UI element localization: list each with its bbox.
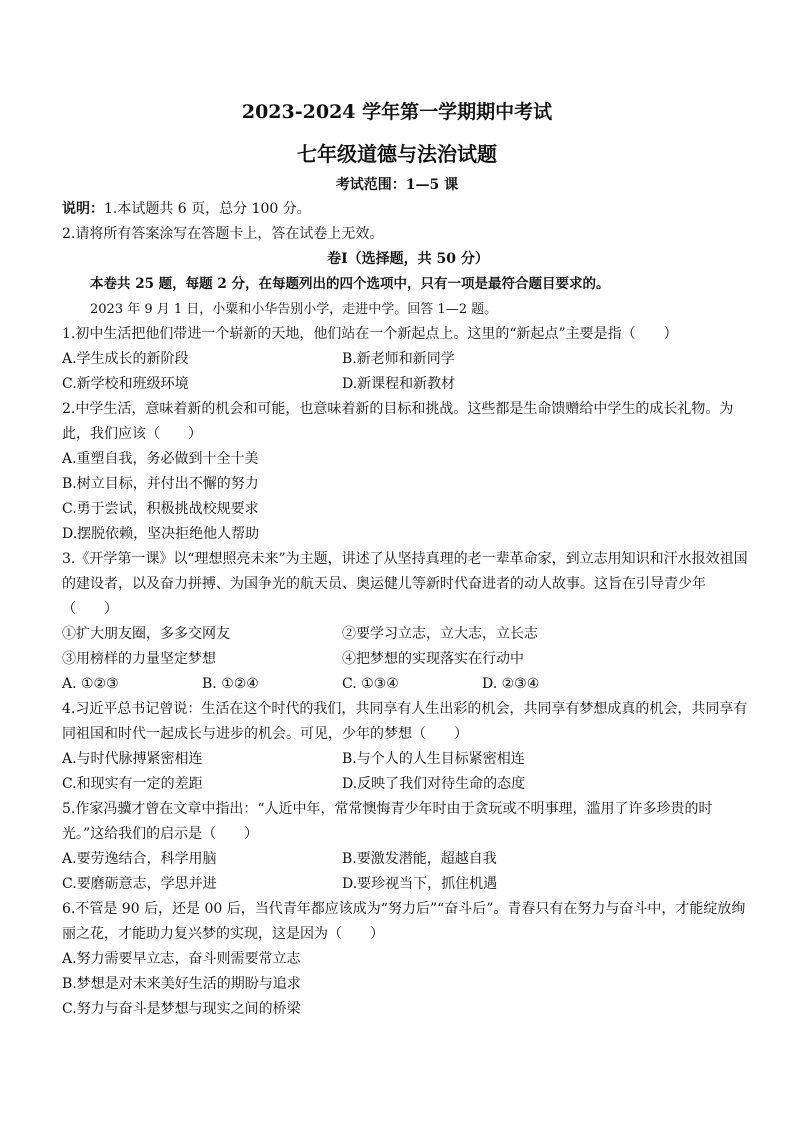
question-6-option-a: A.努力需要早立志，奋斗则需要常立志 — [62, 951, 301, 967]
question-4-options-row-1 — [62, 747, 754, 772]
question-1-options-row-2 — [62, 372, 754, 397]
question-2-option-a: A.重塑自我，务必做到十全十美 — [62, 451, 259, 467]
exam-subject-title: 七年级道德与法治试题 — [297, 142, 497, 166]
question-3-item-1: ①扩大朋友圈，多多交网友 — [62, 626, 230, 642]
question-3-items-row-1 — [62, 622, 754, 647]
exam-body — [62, 197, 754, 1022]
question-2-option-b: B.树立目标，并付出不懈的努力 — [62, 476, 259, 492]
question-3-item-2: ②要学习立志，立大志，立长志 — [342, 626, 538, 642]
question-4-options-row-2 — [62, 772, 754, 797]
question-2-option-d: D.摆脱依赖，坚决拒绝他人帮助 — [62, 526, 260, 542]
question-6-option-c: C.努力与奋斗是梦想与现实之间的桥梁 — [62, 1001, 301, 1017]
question-3-option-a: A. ①②③ — [62, 676, 119, 692]
question-5-option-a: A.要劳逸结合，科学用脑 — [62, 851, 217, 867]
question-6-stem: 6.不管是 90 后，还是 00 后，当代青年都应该成为“努力后”“奋斗后”。青春只有在努力与奋斗中，才能绽放绚丽之花，才能助力复兴梦的实现，这是因为（ ） — [62, 901, 746, 942]
question-5-option-b: B.要激发潜能，超越自我 — [342, 851, 497, 867]
section-note: 本卷共 25 题，每题 2 分，在每题列出的四个选项中，只有一项是最符合题目要求的。 — [90, 276, 610, 292]
question-3-options — [62, 672, 754, 697]
question-2-option-c: C.勇于尝试，积极挑战校规要求 — [62, 501, 259, 517]
question-5-options-row-1 — [62, 847, 754, 872]
question-3-items-row-2 — [62, 647, 754, 672]
question-3-item-4: ④把梦想的实现落实在行动中 — [342, 651, 524, 667]
instruction-text-1: 1.本试题共 6 页，总分 100 分。 — [104, 201, 311, 217]
question-6-option-b: B.梦想是对未来美好生活的期盼与追求 — [62, 976, 301, 992]
question-4-option-b: B.与个人的人生目标紧密相连 — [342, 751, 525, 767]
question-5-option-c: C.要磨砺意志，学思并进 — [62, 876, 217, 892]
question-1-options-row-1 — [62, 347, 754, 372]
question-1-option-c: C.新学校和班级环境 — [62, 376, 189, 392]
question-3-stem: 3.《开学第一课》以“理想照亮未来”为主题，讲述了从坚持真理的老一辈革命家，到立志用知识和汗水报效祖国的建设者，以及奋力拼搏、为国争光的航天员、奥运健儿等新时代奋进者的动人故事。这旨在引导青少年（ ） — [62, 551, 748, 617]
question-3-item-3: ③用榜样的力量坚定梦想 — [62, 651, 216, 667]
question-3-option-c: C. ①③④ — [342, 676, 399, 692]
question-4-option-d: D.反映了我们对待生命的态度 — [342, 776, 526, 792]
question-3-option-b: B. ①②④ — [202, 676, 259, 692]
question-5-option-d: D.要珍视当下，抓住机遇 — [342, 876, 498, 892]
question-2-stem: 2.中学生活，意味着新的机会和可能，也意味着新的目标和挑战。这些都是生命馈赠给中学生的成长礼物。为此，我们应该（ ） — [62, 401, 734, 442]
question-5-stem: 5.作家冯骥才曾在文章中指出：“人近中年，常常懊悔青少年时由于贪玩或不明事理，滥用了许多珍贵的时光。”这给我们的启示是（ ） — [62, 801, 713, 842]
question-1-option-a: A.学生成长的新阶段 — [62, 351, 189, 367]
question-1-stem: 1.初中生活把他们带进一个崭新的天地，他们站在一个新起点上。这里的“新起点”主要是指（ ） — [62, 326, 678, 342]
material-text: 2023 年 9 月 1 日，小粟和小华告别小学，走进中学。回答 1—2 题。 — [90, 302, 498, 317]
section-title: 卷Ⅰ（选择题，共 50 分） — [327, 251, 489, 267]
question-4-stem: 4.习近平总书记曾说：生活在这个时代的我们，共同享有人生出彩的机会，共同享有梦想成真的机会，共同享有同祖国和时代一起成长与进步的机会。可见，少年的梦想（ ） — [62, 701, 748, 742]
question-3-option-d: D. ②③④ — [482, 676, 540, 692]
instruction-label: 说明： — [62, 201, 104, 217]
question-5-options-row-2 — [62, 872, 754, 897]
question-4-option-a: A.与时代脉搏紧密相连 — [62, 751, 203, 767]
exam-range: 考试范围：1—5 课 — [335, 177, 459, 193]
question-1-option-d: D.新课程和新教材 — [342, 376, 456, 392]
exam-title: 2023-2024 学年第一学期期中考试 — [241, 101, 553, 123]
question-1-option-b: B.新老师和新同学 — [342, 351, 455, 367]
question-4-option-c: C.和现实有一定的差距 — [62, 776, 203, 792]
instruction-line-2: 2.请将所有答案涂写在答题卡上，答在试卷上无效。 — [62, 226, 384, 242]
instruction-line-1 — [62, 197, 754, 222]
